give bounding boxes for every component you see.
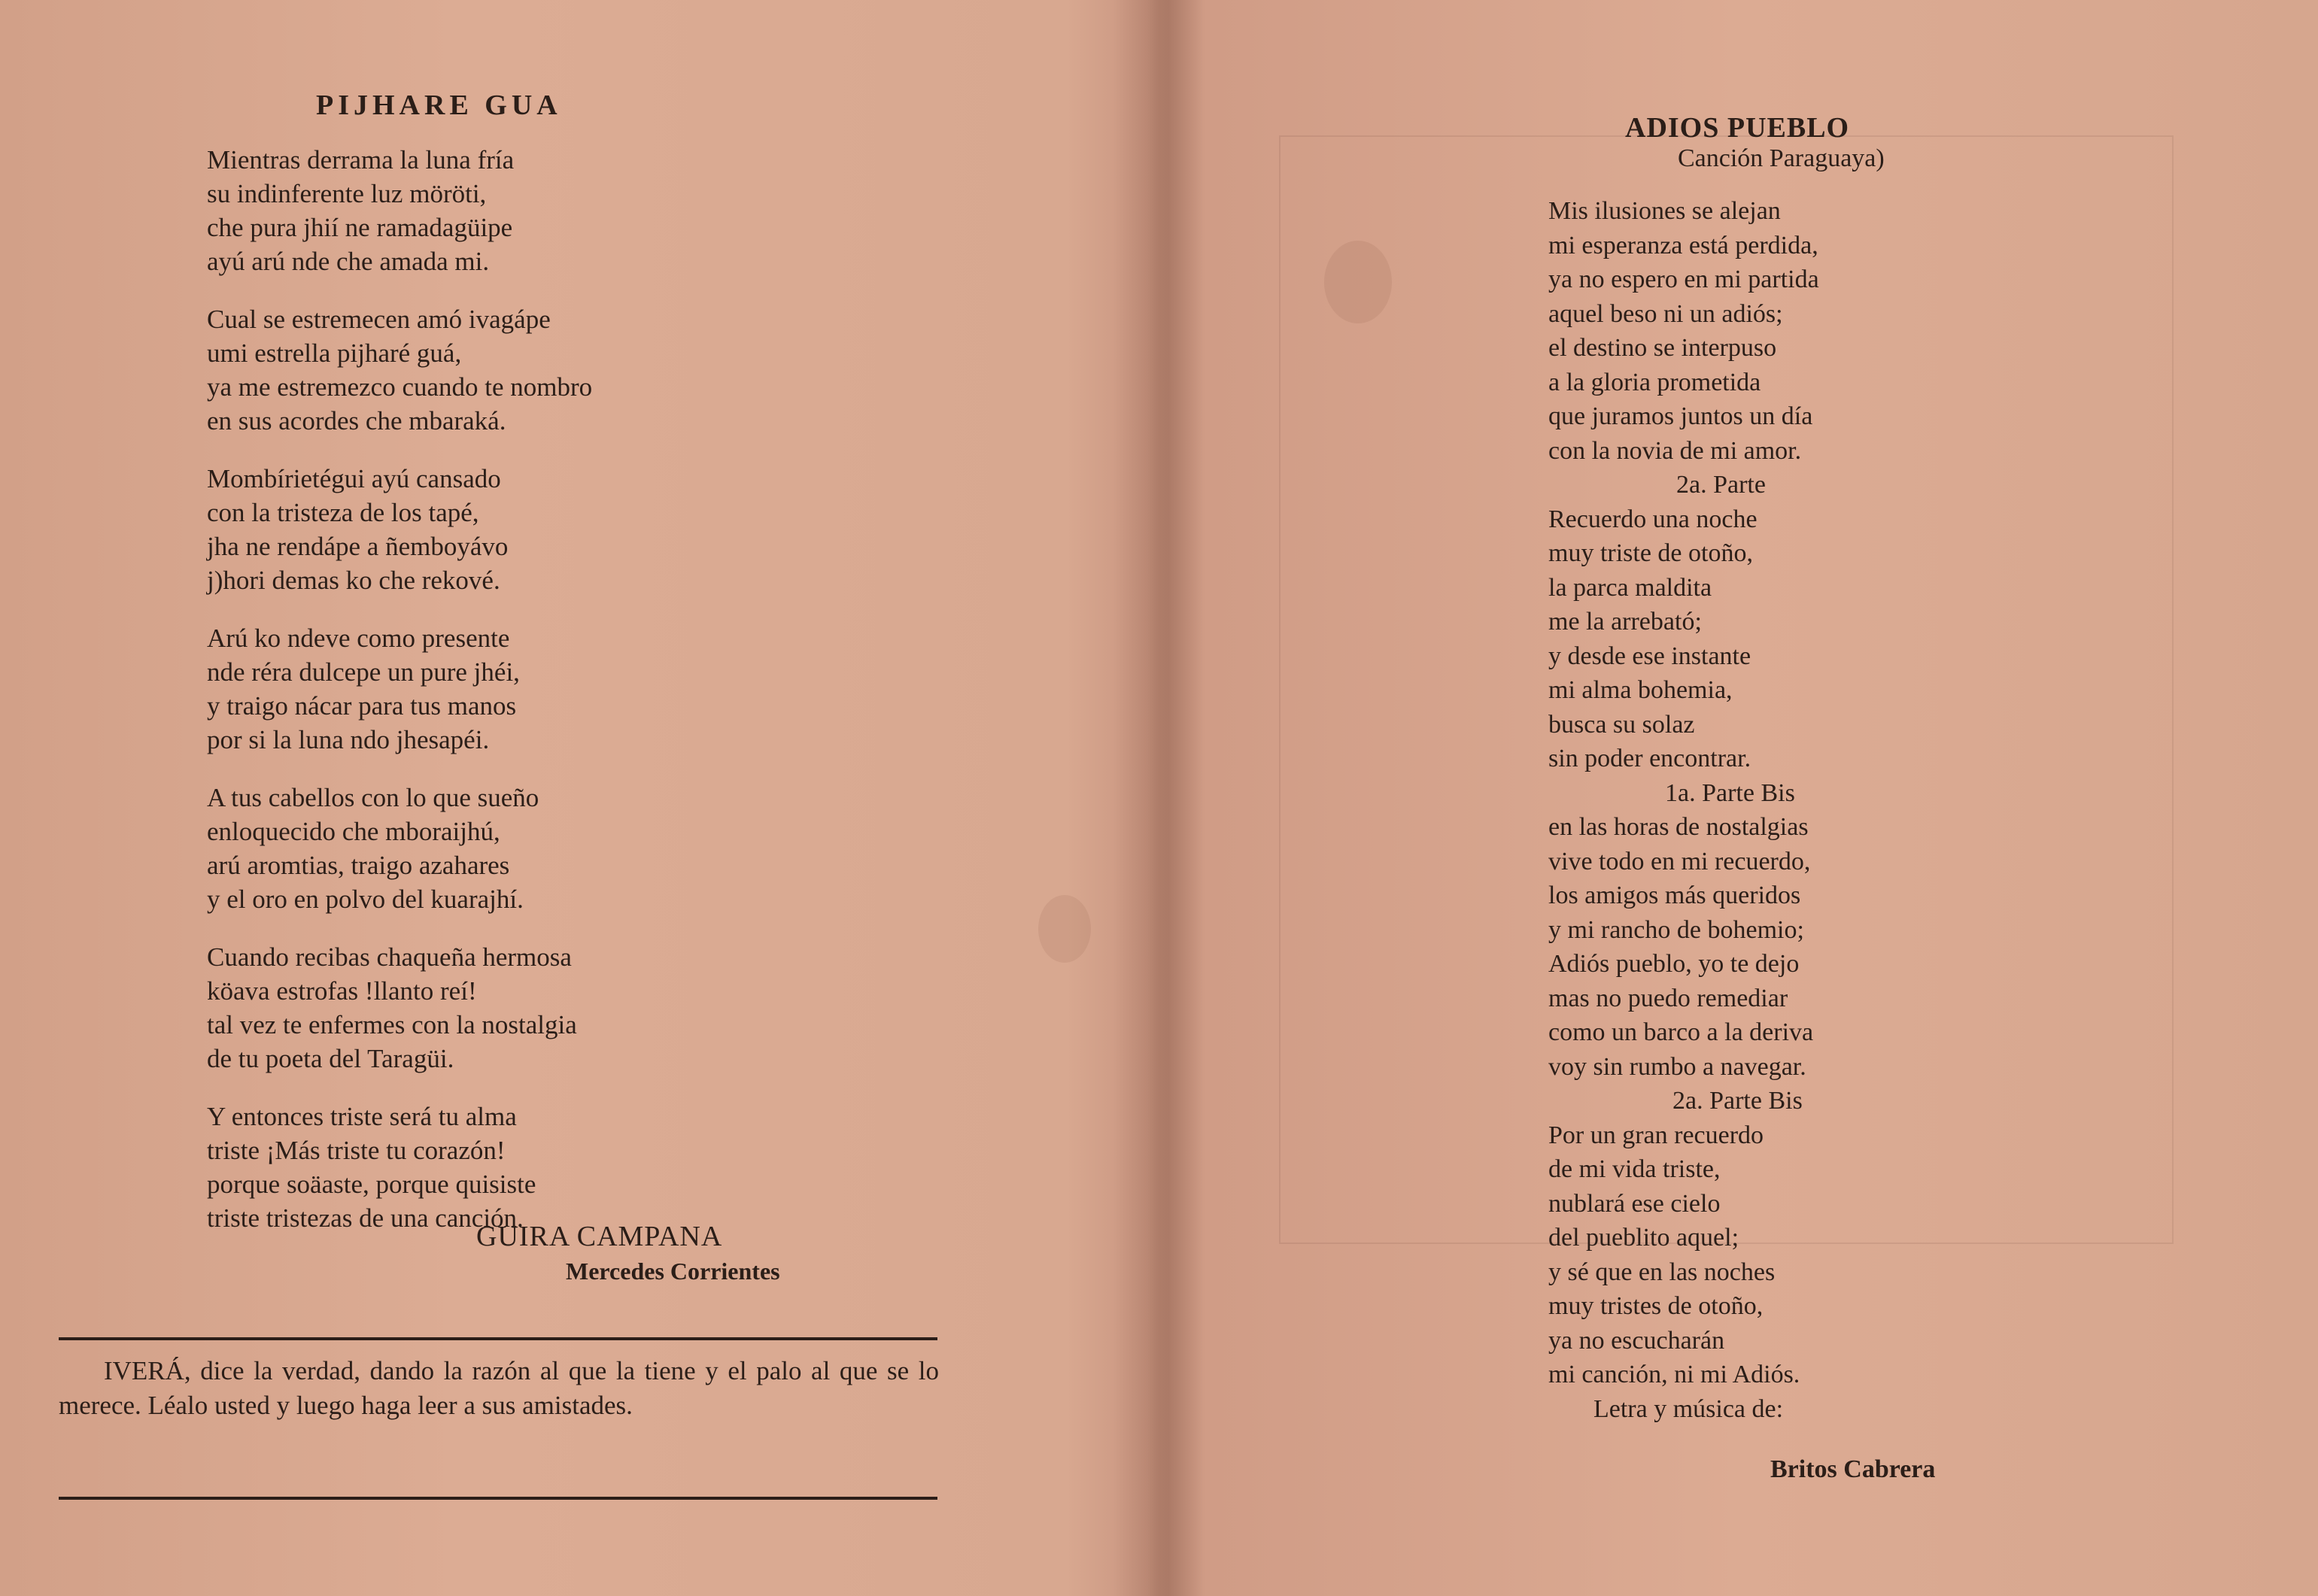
- stanza: [207, 940, 839, 1076]
- poem-line: triste tristezas de una canción.: [207, 1203, 524, 1233]
- song-line: en las horas de nostalgias: [1548, 813, 1809, 841]
- part-label: 2a. Parte Bis: [1672, 1087, 1803, 1115]
- poem-line: en sus acordes che mbaraká.: [207, 406, 506, 435]
- song-line: con la novia de mi amor.: [1548, 436, 1802, 465]
- stanza: [207, 781, 839, 916]
- credit-name: Britos Cabrera: [1770, 1455, 1936, 1483]
- poem-body: [207, 143, 839, 1259]
- poem-line: Mientras derrama la luna fría: [207, 145, 515, 174]
- poem-line: de tu poeta del Taragüi.: [207, 1044, 454, 1073]
- poem-line: ya me estremezco cuando te nombro: [207, 372, 593, 402]
- notice-text: IVERÁ, dice la verdad, dando la razón al que la tiene y el palo al que se lo merece. Léalo usted y luego haga leer a sus amistades.: [59, 1356, 939, 1420]
- song-line: me la arrebató;: [1548, 608, 1702, 636]
- stanza: [207, 1100, 839, 1235]
- song-line: ya no escucharán: [1548, 1326, 1725, 1355]
- stanza: [207, 143, 839, 278]
- song-line: sin poder encontrar.: [1548, 745, 1751, 772]
- stanza: [1548, 810, 2030, 1084]
- song-line: aquel beso ni un adiós;: [1548, 299, 1783, 328]
- song-line: nublará ese cielo: [1548, 1189, 1721, 1218]
- poem-author: GUIRA CAMPANA: [476, 1221, 723, 1252]
- poem-line: nde réra dulcepe un pure jhéi,: [207, 657, 520, 687]
- song-line: a la gloria prometida: [1548, 368, 1761, 396]
- stanza: [207, 621, 839, 757]
- part-label: 2a. Parte: [1676, 471, 1766, 499]
- poem-line: ayú arú nde che amada mi.: [207, 247, 490, 276]
- song-line: Mis ilusiones se alejan: [1548, 197, 1781, 225]
- poem-line: jha ne rendápe a ñemboyávo: [207, 532, 509, 561]
- poem-line: che pura jhií ne ramadagüipe: [207, 213, 513, 242]
- song-line: muy tristes de otoño,: [1548, 1292, 1764, 1320]
- song-line: mi esperanza está perdida,: [1548, 231, 1818, 259]
- poem-line: j)hori demas ko che rekové.: [207, 566, 500, 595]
- poem-line: su indinferente luz möröti,: [207, 179, 487, 208]
- poem-line: enloquecido che mboraijhú,: [207, 817, 500, 846]
- stanza: [1548, 194, 2030, 468]
- poem-line: arú aromtias, traigo azahares: [207, 851, 510, 880]
- poem-line: köava estrofas !llanto reí!: [207, 976, 477, 1006]
- song-line: ya no espero en mi partida: [1548, 265, 1819, 293]
- song-line: mi alma bohemia,: [1548, 676, 1733, 704]
- song-line: el destino se interpuso: [1548, 334, 1777, 362]
- stanza: [207, 302, 839, 438]
- song-line: muy triste de otoño,: [1548, 539, 1753, 567]
- stanza: [1548, 1118, 2030, 1392]
- song-line: mas no puedo remediar: [1548, 984, 1788, 1012]
- song-line: la parca maldita: [1548, 573, 1712, 602]
- song-line: Adiós pueblo, yo te dejo: [1548, 950, 1800, 978]
- song-line: voy sin rumbo a navegar.: [1548, 1052, 1806, 1081]
- song-body: [1548, 194, 2030, 1426]
- song-line: de mi vida triste,: [1548, 1155, 1721, 1183]
- poem-line: porque soäaste, porque quisiste: [207, 1170, 536, 1199]
- divider-bottom: [59, 1497, 937, 1500]
- poem-line: umi estrella pijharé guá,: [207, 338, 462, 368]
- song-line: busca su solaz: [1548, 710, 1695, 739]
- poem-line: A tus cabellos con lo que sueño: [207, 783, 539, 812]
- poem-line: Cual se estremecen amó ivagápe: [207, 305, 551, 334]
- song-line: mi canción, ni mi Adiós.: [1548, 1361, 1800, 1388]
- stanza: [1548, 502, 2030, 776]
- poem-author-place: Mercedes Corrientes: [566, 1258, 780, 1285]
- poem-line: con la tristeza de los tapé,: [207, 498, 479, 527]
- poem-line: y el oro en polvo del kuarajhí.: [207, 884, 524, 914]
- song-line: del pueblito aquel;: [1548, 1224, 1739, 1252]
- poem-line: y traigo nácar para tus manos: [207, 691, 517, 721]
- song-line: vive todo en mi recuerdo,: [1548, 847, 1811, 875]
- stanza: [207, 462, 839, 597]
- song-line: y sé que en las noches: [1548, 1258, 1776, 1286]
- poem-line: triste ¡Más triste tu corazón!: [207, 1136, 506, 1165]
- song-line: los amigos más queridos: [1548, 881, 1801, 909]
- credit-label: Letra y música de:: [1593, 1394, 1784, 1423]
- left-page: [0, 0, 1151, 1596]
- poem-line: Y entonces triste será tu alma: [207, 1102, 517, 1131]
- song-line: como un barco a la deriva: [1548, 1018, 1814, 1046]
- song-line: Por un gran recuerdo: [1548, 1121, 1764, 1149]
- poem-title: PIJHARE GUA: [316, 90, 562, 121]
- song-line: Recuerdo una noche: [1548, 505, 1757, 533]
- poem-line: tal vez te enfermes con la nostalgia: [207, 1010, 577, 1039]
- song-line: que juramos juntos un día: [1548, 402, 1813, 430]
- song-subtitle: Canción Paraguaya): [1678, 144, 1885, 172]
- poem-line: Cuando recibas chaqueña hermosa: [207, 942, 572, 972]
- song-line: y mi rancho de bohemio;: [1548, 915, 1804, 944]
- poem-line: Mombírietégui ayú cansado: [207, 464, 501, 493]
- divider-top: [59, 1337, 937, 1340]
- part-label: 1a. Parte Bis: [1665, 778, 1795, 807]
- song-line: y desde ese instante: [1548, 642, 1751, 670]
- poem-line: Arú ko ndeve como presente: [207, 624, 510, 653]
- poem-line: por si la luna ndo jhesapéi.: [207, 725, 490, 754]
- song-title: ADIOS PUEBLO: [1625, 112, 1850, 144]
